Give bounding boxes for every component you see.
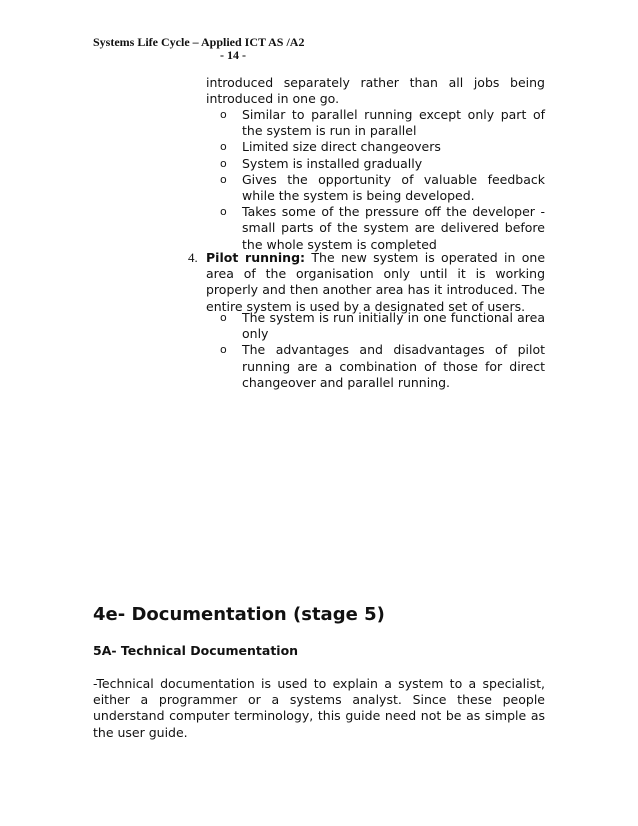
item-number: 4. [188, 250, 198, 265]
bullet-text: The system is run initially in one functional area only [242, 310, 545, 342]
list-item [220, 156, 545, 172]
bullet-text: Takes some of the pressure off the developer - small parts of the system are delivered before the whole system is completed [242, 204, 545, 252]
list-item [220, 172, 545, 204]
bullet-text: Similar to parallel running except only part of the system is run in parallel [242, 107, 545, 139]
list-item [220, 139, 545, 155]
bullet-marker: o [220, 156, 227, 170]
list-item [220, 342, 545, 391]
header-page-number: - 14 - [220, 48, 246, 62]
bullet-marker: o [220, 343, 227, 357]
technical-documentation-paragraph: -Technical documentation is used to explain a system to a specialist, either a programmer or a systems analyst. Since these people understand computer terminology, this guide need not be as simple as the user guide. [93, 676, 545, 740]
list-item [220, 107, 545, 139]
pilot-bullet-list [220, 310, 545, 391]
bullet-marker: o [220, 108, 227, 121]
subsection-heading: 5A- Technical Documentation [93, 643, 299, 658]
numbered-item-pilot-running [188, 250, 545, 315]
bullet-text: Limited size direct changeovers [242, 139, 441, 155]
bullet-marker: o [220, 140, 227, 154]
list-item [220, 204, 545, 253]
bullet-text: The advantages and disadvantages of pilot running are a combination of those for direct changeover and parallel running. [242, 342, 545, 390]
item-term: Pilot running: [206, 250, 306, 265]
item-description: The new system is operated in one area of the organisation only until it is working properly and then another area has it introduced. The entire system is used by a designated set of users. [206, 250, 546, 314]
bullet-marker: o [220, 311, 227, 324]
bullet-text: Gives the opportunity of valuable feedback while the system is being developed. [242, 171, 545, 204]
bullet-marker: o [220, 172, 227, 186]
section-heading: 4e- Documentation (stage 5) [93, 604, 385, 625]
bullet-marker: o [220, 205, 227, 219]
header-title: Systems Life Cycle – Applied ICT AS /A2 [93, 35, 305, 49]
phased-bullet-list [220, 107, 545, 253]
continuation-text: introduced separately rather than all jobs being introduced in one go. [206, 75, 545, 107]
list-item [220, 310, 545, 342]
bullet-text: System is installed gradually [242, 155, 423, 171]
item-text [206, 250, 545, 315]
